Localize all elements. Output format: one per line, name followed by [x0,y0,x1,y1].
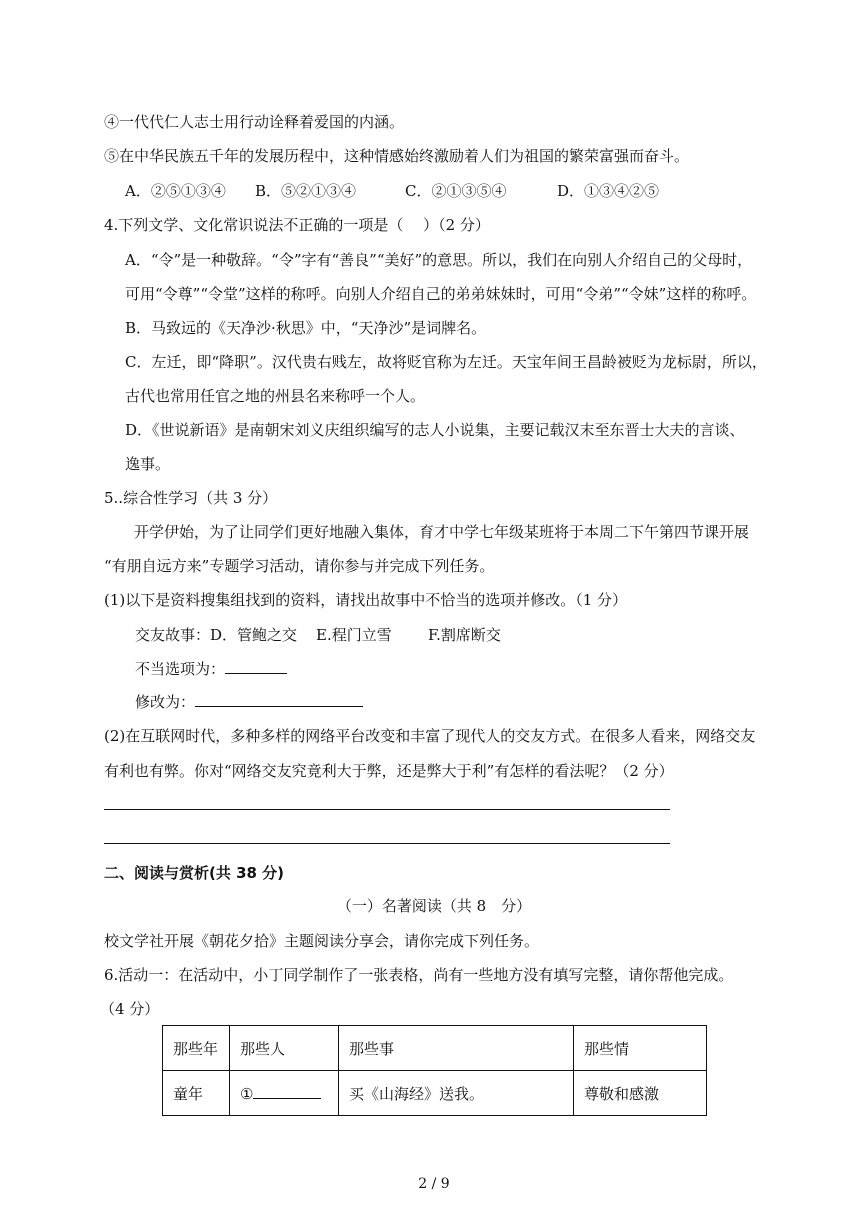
question-5: 5..综合性学习（共 3 分） [104,489,278,507]
sentence-item-5: ⑤在中华民族五千年的发展历程中，这种情感始终激励着人们为祖国的繁荣富强而奋斗。 [104,147,690,165]
q4-option-a-line2: 可用“令尊”“令堂”这样的称呼。向别人介绍自己的弟弟妹妹时，可用“令弟”“令妹”这样的称呼。 [125,285,757,303]
cell-year: 童年 [163,1071,230,1116]
answer-line-2[interactable] [104,843,670,844]
option-a[interactable]: A．②⑤①③④ [125,182,226,200]
q4-option-d-line1: D．《世说新语》是南朝宋刘义庆组织编写的志人小说集，主要记载汉末至东晋士大夫的言谈、 [125,421,745,439]
q5-subquestion-1: (1)以下是资料搜集组找到的资料，请找出故事中不恰当的选项并修改。（1 分） [104,591,628,609]
fix-blank[interactable] [195,692,363,707]
subsection-1-heading: （一）名著阅读（共 8 分） [336,897,532,915]
question-4: 4.下列文学、文化常识说法不正确的一项是（ ）（2 分） [104,216,490,234]
friendship-stories [135,625,501,645]
q5-subquestion-2-line1: (2)在互联网时代，多种多样的网络平台改变和丰富了现代人的交友方式。在很多人看来，网络交友 [104,727,756,745]
q4-option-c-line2: 古代也常用任官之地的州县名来称呼一个人。 [125,387,426,405]
question-6-points: （4 分） [100,1000,160,1018]
page-number: 2 / 9 [418,1176,450,1192]
option-c[interactable]: C．②①③⑤④ [405,182,507,200]
fix-label: 修改为： [135,693,196,711]
reading-table [162,1025,707,1116]
sentence-item-4: ④一代代仁人志士用行动诠释着爱国的内涵。 [104,113,405,131]
q4-option-b: B．马致远的《天净沙·秋思》中，“天净沙”是词牌名。 [125,319,487,337]
header-person: 那些人 [230,1026,339,1071]
story-d: D．管鲍之交 [210,626,298,644]
answer-line-1[interactable] [104,809,670,810]
wrong-option-label: 不当选项为： [135,660,226,678]
table-header-row [163,1026,707,1071]
fix-row [135,692,363,712]
wrong-option-blank[interactable] [225,659,287,674]
q5-paragraph-line1: 开学伊始，为了让同学们更好地融入集体，育才中学七年级某班将于本周二下午第四节课开展 [134,523,750,541]
wrong-option-row [135,659,287,679]
q4-option-a-line1: A．“令”是一种敬辞。“令”字有“善良”“美好”的意思。所以，我们在向别人介绍自己的父母时， [125,251,753,269]
story-e: E.程门立雪 [316,626,392,644]
table-row [163,1071,707,1116]
reading-intro: 校文学社开展《朝花夕拾》主题阅读分享会，请你完成下列任务。 [104,932,540,950]
blank-number: ① [240,1084,254,1103]
option-b[interactable]: B．⑤②①③④ [255,182,357,200]
q4-option-c-line1: C．左迁，即“降职”。汉代贵右贱左，故将贬官称为左迁。天宝年间王昌龄被贬为龙标尉，所以， [125,353,767,371]
header-feeling: 那些情 [574,1026,707,1071]
header-year: 那些年 [163,1026,230,1071]
header-event: 那些事 [339,1026,574,1071]
cell-event: 买《山海经》送我。 [339,1071,574,1116]
story-f: F.割席断交 [428,626,501,644]
person-blank[interactable] [253,1084,321,1099]
q3-options [125,181,659,201]
q5-paragraph-line2: “有朋自远方来”专题学习活动，请你参与并完成下列任务。 [104,557,495,575]
question-6-line1: 6.活动一：在活动中，小丁同学制作了一张表格，尚有一些地方没有填写完整，请你帮他完成。 [104,966,734,984]
section-2-heading: 二、阅读与赏析(共 38 分) [104,864,285,882]
option-d[interactable]: D．①③④②⑤ [557,182,660,200]
q5-subquestion-2-line2: 有利也有弊。你对“网络交友究竟利大于弊，还是弊大于利”有怎样的看法呢？（2 分） [104,762,674,780]
stories-label: 交友故事： [135,626,211,644]
cell-person [230,1071,339,1116]
cell-feeling: 尊敬和感激 [574,1071,707,1116]
q4-option-d-line2: 逸事。 [125,455,171,473]
